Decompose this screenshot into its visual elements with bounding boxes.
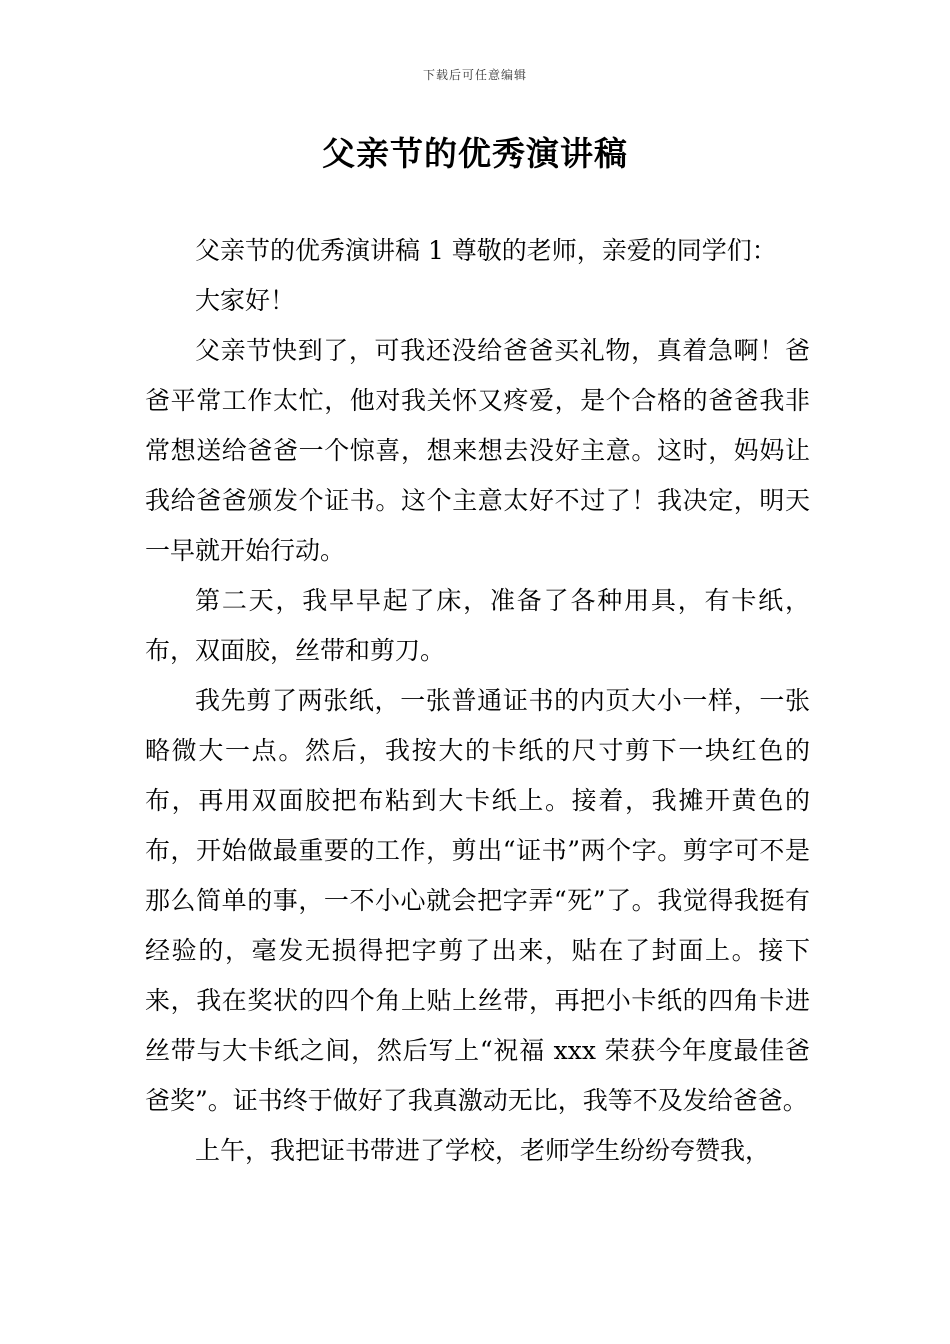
paragraph: 父亲节快到了，可我还没给爸爸买礼物，真着急啊！爸爸平常工作太忙，他对我关怀又疼爱，是个合格的爸爸我非常想送给爸爸一个惊喜，想来想去没好主意。这时，妈妈让我给爸爸颁发个证书。这个主意太好不过了！我决定，明天一早就开始行动。 (145, 336, 810, 565)
header-note: 下载后可任意编辑 (422, 68, 527, 82)
document-title: 父亲节的优秀演讲稿 (322, 134, 628, 173)
paragraph-hello: 大家好！ (195, 286, 296, 315)
paragraph: 我先剪了两张纸，一张普通证书的内页大小一样，一张略微大一点。然后，我按大的卡纸的尺寸剪下一块红色的布，再用双面胶把布粘到大卡纸上。接着，我摊开黄色的布，开始做最重要的工作，剪出“证书”两个字。剪字可不是那么简单的事，一不小心就会把字弄“死”了。我觉得我挺有经验的，毫发无损得把字剪了出来，贴在了封面上。接下来，我在奖状的四个角上贴上丝带，再把小卡纸的四角卡进丝带与大卡纸之间，然后写上“祝福 xxx 荣获今年度最佳爸爸奖”。证书终于做好了我真激动无比，我等不及发给爸爸。 (145, 686, 810, 1115)
document-body (145, 226, 810, 1176)
paragraph: 上午，我把证书带进了学校，老师学生纷纷夸赞我， (195, 1136, 771, 1165)
paragraph-greeting-line: 父亲节的优秀演讲稿 1 尊敬的老师，亲爱的同学们： (195, 236, 777, 265)
paragraph: 第二天，我早早起了床，准备了各种用具，有卡纸，布，双面胶，丝带和剪刀。 (145, 586, 810, 665)
